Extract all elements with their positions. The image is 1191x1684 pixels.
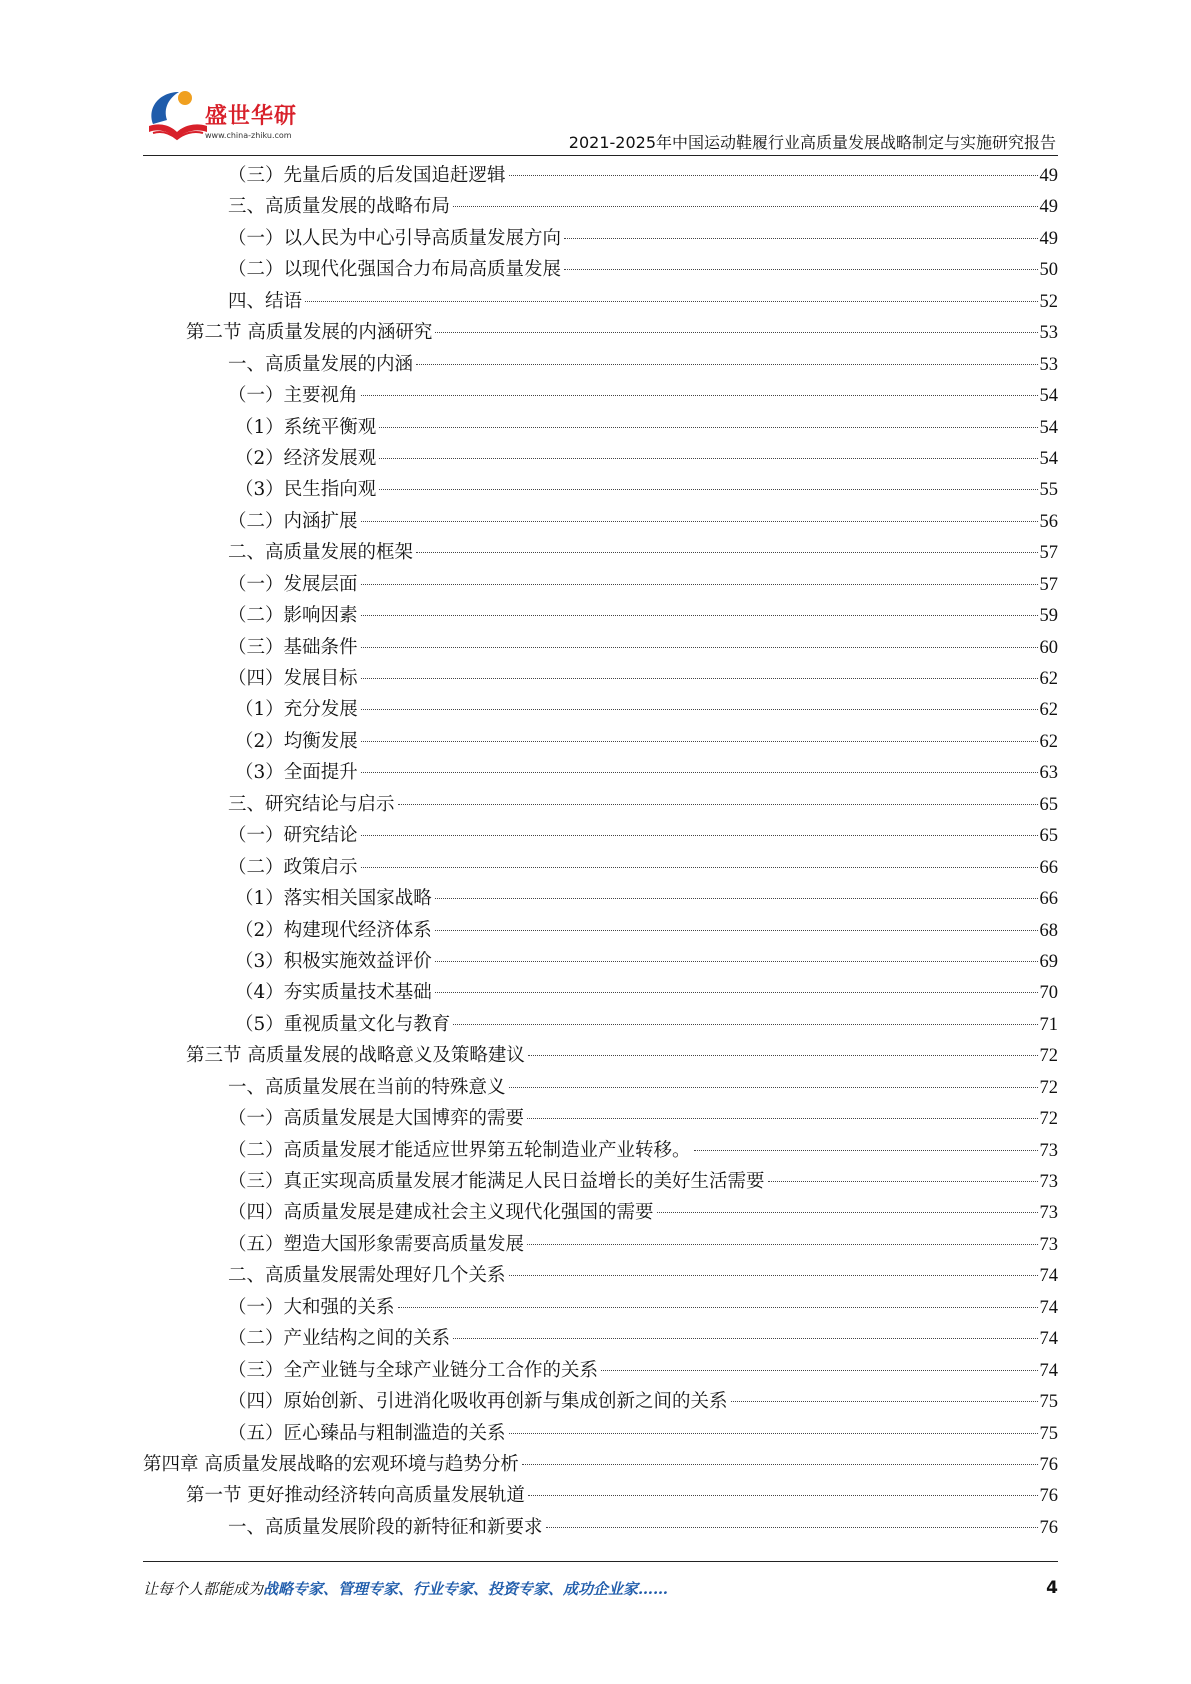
toc-entry-label: （一）高质量发展是大国博弈的需要 [228, 1108, 525, 1130]
toc-entry-page: 74 [1039, 1360, 1058, 1381]
toc-entry-label: （三）全产业链与全球产业链分工合作的关系 [228, 1359, 599, 1381]
toc-dot-leader [509, 175, 1038, 176]
toc-entry-page: 62 [1039, 731, 1058, 752]
toc-entry-page: 75 [1039, 1392, 1058, 1413]
toc-entry-label: 二、高质量发展的框架 [228, 542, 414, 564]
toc-dot-leader [361, 678, 1038, 679]
toc-dot-leader [528, 1495, 1038, 1496]
toc-entry[interactable] [143, 757, 1058, 788]
toc-entry-page: 52 [1039, 291, 1058, 312]
toc-dot-leader [509, 1275, 1038, 1276]
toc-entry[interactable] [143, 1418, 1058, 1449]
toc-entry-page: 49 [1039, 166, 1058, 186]
toc-entry[interactable] [143, 223, 1058, 254]
toc-entry[interactable] [143, 1166, 1058, 1197]
toc-entry[interactable] [143, 600, 1058, 631]
toc-entry-label: 四、结语 [228, 290, 303, 312]
toc-dot-leader [453, 206, 1037, 207]
toc-entry[interactable] [143, 160, 1058, 191]
toc-entry-label: （二）以现代化强国合力布局高质量发展 [228, 259, 562, 281]
toc-entry-page: 71 [1039, 1014, 1058, 1035]
toc-entry-label: 二、高质量发展需处理好几个关系 [228, 1265, 506, 1287]
brand-url: www.china-zhiku.com [205, 131, 292, 140]
toc-entry-page: 65 [1039, 826, 1058, 847]
toc-entry-page: 55 [1039, 480, 1058, 501]
toc-entry[interactable] [143, 1355, 1058, 1386]
toc-entry-label: （四）高质量发展是建成社会主义现代化强国的需要 [228, 1202, 654, 1224]
toc-entry-label: 第三节 高质量发展的战略意义及策略建议 [186, 1045, 525, 1067]
toc-dot-leader [601, 1370, 1037, 1371]
page-footer [143, 1578, 1058, 1604]
toc-entry-label: （一）研究结论 [228, 825, 358, 847]
toc-entry[interactable] [143, 915, 1058, 946]
toc-dot-leader [361, 521, 1038, 522]
toc-entry-label: 第二节 高质量发展的内涵研究 [186, 322, 433, 344]
toc-entry-page: 57 [1039, 574, 1058, 595]
toc-entry-label: （2）经济发展观 [235, 447, 377, 469]
toc-entry-label: （一）发展层面 [228, 573, 358, 595]
toc-entry-label: （四）发展目标 [228, 668, 358, 689]
toc-entry-label: （5）重视质量文化与教育 [235, 1013, 451, 1035]
toc-dot-leader [361, 584, 1038, 585]
toc-entry-page: 74 [1039, 1266, 1058, 1287]
toc-entry-label: （一）以人民为中心引导高质量发展方向 [228, 227, 562, 249]
toc-entry-page: 66 [1039, 889, 1058, 910]
toc-entry-page: 76 [1039, 1486, 1058, 1507]
toc-dot-leader [564, 238, 1037, 239]
toc-dot-leader [657, 1212, 1038, 1213]
toc-entry-page: 54 [1039, 448, 1058, 469]
toc-dot-leader [527, 1118, 1037, 1119]
toc-dot-leader [361, 772, 1038, 773]
toc-entry-page: 74 [1039, 1297, 1058, 1318]
toc-entry-page: 72 [1039, 1046, 1058, 1067]
toc-entry-page: 59 [1039, 606, 1058, 627]
toc-entry[interactable] [143, 852, 1058, 883]
toc-entry-page: 49 [1039, 197, 1058, 218]
toc-dot-leader [398, 804, 1038, 805]
toc-dot-leader [435, 961, 1038, 962]
toc-entry-label: （1）系统平衡观 [235, 416, 377, 438]
toc-entry-page: 76 [1039, 1454, 1058, 1475]
toc-entry-page: 73 [1039, 1172, 1058, 1192]
toc-entry[interactable] [143, 694, 1058, 725]
toc-entry-page: 70 [1039, 983, 1058, 1004]
toc-entry[interactable] [143, 286, 1058, 317]
toc-entry[interactable] [143, 1292, 1058, 1323]
toc-entry[interactable] [143, 254, 1058, 285]
toc-entry[interactable] [143, 883, 1058, 914]
toc-entry-page: 50 [1039, 260, 1058, 281]
toc-entry[interactable] [143, 1197, 1058, 1228]
toc-entry-label: 第四章 高质量发展战略的宏观环境与趋势分析 [143, 1453, 519, 1475]
footer-slogan-highlight: 战略专家、管理专家、行业专家、投资专家、成功企业家…… [263, 1580, 669, 1598]
toc-entry-page: 75 [1039, 1423, 1058, 1444]
toc-entry[interactable] [143, 1135, 1058, 1166]
toc-entry-label: （五）塑造大国形象需要高质量发展 [228, 1233, 525, 1255]
header-divider [143, 155, 1058, 156]
toc-entry-label: （三）基础条件 [228, 636, 358, 658]
footer-slogan-prefix: 让每个人都能成为 [143, 1580, 264, 1598]
toc-entry[interactable] [143, 1386, 1058, 1417]
toc-dot-leader [509, 1087, 1038, 1088]
toc-entry[interactable] [143, 946, 1058, 977]
toc-entry-page: 72 [1039, 1109, 1058, 1130]
toc-entry-label: （二）影响因素 [228, 605, 358, 627]
toc-dot-leader [416, 364, 1037, 365]
toc-entry[interactable] [143, 506, 1058, 537]
document-title: 2021-2025年中国运动鞋履行业高质量发展战略制定与实施研究报告 [568, 133, 1056, 152]
toc-entry-page: 73 [1039, 1234, 1058, 1255]
toc-entry[interactable] [143, 1103, 1058, 1134]
toc-entry-page: 73 [1039, 1203, 1058, 1224]
toc-entry-label: （2）均衡发展 [235, 730, 358, 752]
toc-entry[interactable] [143, 1512, 1058, 1543]
toc-entry-label: （二）内涵扩展 [228, 510, 358, 532]
toc-entry-page: 62 [1039, 669, 1058, 689]
toc-entry-page: 54 [1039, 417, 1058, 438]
toc-entry-label: 三、研究结论与启示 [228, 793, 395, 815]
toc-entry[interactable] [143, 537, 1058, 568]
toc-entry-page: 65 [1039, 794, 1058, 815]
toc-entry[interactable] [143, 820, 1058, 851]
logo-icon [143, 86, 213, 144]
toc-entry[interactable] [143, 474, 1058, 505]
toc-dot-leader [361, 647, 1038, 648]
toc-entry-label: （4）夯实质量技术基础 [235, 982, 432, 1004]
toc-entry-page: 66 [1039, 857, 1058, 878]
toc-entry-label: （三）先量后质的后发国追赶逻辑 [228, 165, 506, 186]
toc-dot-leader [361, 867, 1038, 868]
page-header [143, 78, 1058, 160]
toc-entry-label: 三、高质量发展的战略布局 [228, 196, 451, 218]
toc-dot-leader [379, 489, 1037, 490]
toc-entry-label: （三）真正实现高质量发展才能满足人民日益增长的美好生活需要 [228, 1171, 765, 1192]
toc-entry[interactable] [143, 349, 1058, 380]
toc-entry-page: 72 [1039, 1077, 1058, 1098]
brand-name: 盛世华研 [205, 104, 298, 129]
toc-dot-leader [731, 1401, 1038, 1402]
table-of-contents [143, 160, 1058, 1543]
toc-entry[interactable] [143, 1072, 1058, 1103]
toc-entry[interactable] [143, 1480, 1058, 1511]
toc-entry[interactable] [143, 1229, 1058, 1260]
toc-entry-page: 68 [1039, 920, 1058, 941]
toc-entry[interactable] [143, 380, 1058, 411]
toc-dot-leader [435, 992, 1038, 993]
toc-entry-page: 69 [1039, 951, 1058, 972]
toc-entry-label: （一）大和强的关系 [228, 1296, 395, 1318]
toc-entry-label: 一、高质量发展阶段的新特征和新要求 [228, 1516, 543, 1538]
toc-entry-label: 一、高质量发展的内涵 [228, 353, 414, 375]
toc-entry-page: 62 [1039, 700, 1058, 721]
toc-entry-label: （四）原始创新、引进消化吸收再创新与集成创新之间的关系 [228, 1391, 728, 1413]
toc-entry-page: 54 [1039, 386, 1058, 407]
toc-entry[interactable] [143, 1040, 1058, 1071]
toc-entry[interactable] [143, 726, 1058, 757]
toc-entry[interactable] [143, 191, 1058, 222]
toc-dot-leader [527, 1244, 1037, 1245]
toc-dot-leader [361, 615, 1038, 616]
toc-entry-label: （1）落实相关国家战略 [235, 888, 432, 910]
toc-dot-leader [435, 332, 1037, 333]
toc-entry-page: 63 [1039, 763, 1058, 784]
toc-entry-page: 76 [1039, 1517, 1058, 1538]
toc-dot-leader [435, 930, 1038, 931]
toc-dot-leader [398, 1307, 1038, 1308]
toc-dot-leader [768, 1181, 1038, 1182]
toc-dot-leader [361, 395, 1038, 396]
toc-entry[interactable] [143, 412, 1058, 443]
toc-entry-page: 57 [1039, 543, 1058, 564]
toc-dot-leader [435, 898, 1038, 899]
toc-dot-leader [361, 709, 1038, 710]
toc-entry-label: （2）构建现代经济体系 [235, 919, 432, 941]
toc-entry-label: （五）匠心臻品与粗制滥造的关系 [228, 1422, 506, 1444]
toc-entry-page: 60 [1039, 637, 1058, 658]
toc-dot-leader [379, 427, 1037, 428]
toc-entry-label: （二）政策启示 [228, 856, 358, 878]
toc-entry-label: （二）产业结构之间的关系 [228, 1328, 451, 1350]
toc-entry[interactable] [143, 317, 1058, 348]
toc-dot-leader [522, 1464, 1038, 1465]
toc-entry-label: （二）高质量发展才能适应世界第五轮制造业产业转移。 [228, 1139, 691, 1161]
toc-dot-leader [528, 1055, 1038, 1056]
toc-entry-label: （1）充分发展 [235, 699, 358, 721]
toc-entry-page: 49 [1039, 228, 1058, 249]
toc-entry-label: 一、高质量发展在当前的特殊意义 [228, 1076, 506, 1098]
toc-entry-page: 53 [1039, 354, 1058, 375]
toc-dot-leader [453, 1338, 1037, 1339]
toc-entry[interactable] [143, 789, 1058, 820]
toc-entry[interactable] [143, 443, 1058, 474]
toc-entry[interactable] [143, 1323, 1058, 1354]
toc-entry[interactable] [143, 1009, 1058, 1040]
toc-entry-page: 74 [1039, 1329, 1058, 1350]
toc-entry-page: 73 [1039, 1140, 1058, 1161]
toc-entry-label: （一）主要视角 [228, 385, 358, 407]
toc-dot-leader [305, 301, 1037, 302]
toc-entry[interactable] [143, 977, 1058, 1008]
toc-entry-label: 第一节 更好推动经济转向高质量发展轨道 [186, 1485, 525, 1507]
toc-entry-label: （3）积极实施效益评价 [235, 950, 432, 972]
footer-divider [143, 1561, 1058, 1562]
toc-dot-leader [361, 741, 1038, 742]
toc-dot-leader [453, 1024, 1037, 1025]
toc-dot-leader [416, 552, 1037, 553]
toc-dot-leader [509, 1433, 1038, 1434]
toc-entry[interactable] [143, 569, 1058, 600]
toc-entry-page: 56 [1039, 511, 1058, 532]
toc-dot-leader [564, 269, 1037, 270]
toc-entry-label: （3）全面提升 [235, 762, 358, 784]
toc-entry[interactable] [143, 663, 1058, 694]
toc-entry[interactable] [143, 1449, 1058, 1480]
toc-entry[interactable] [143, 1260, 1058, 1291]
toc-dot-leader [694, 1150, 1038, 1151]
toc-dot-leader [379, 458, 1037, 459]
toc-dot-leader [546, 1527, 1038, 1528]
toc-dot-leader [361, 835, 1038, 836]
toc-entry-label: （3）民生指向观 [235, 479, 377, 501]
toc-entry[interactable] [143, 632, 1058, 663]
page-number: 4 [1046, 1578, 1058, 1598]
toc-entry-page: 53 [1039, 323, 1058, 344]
